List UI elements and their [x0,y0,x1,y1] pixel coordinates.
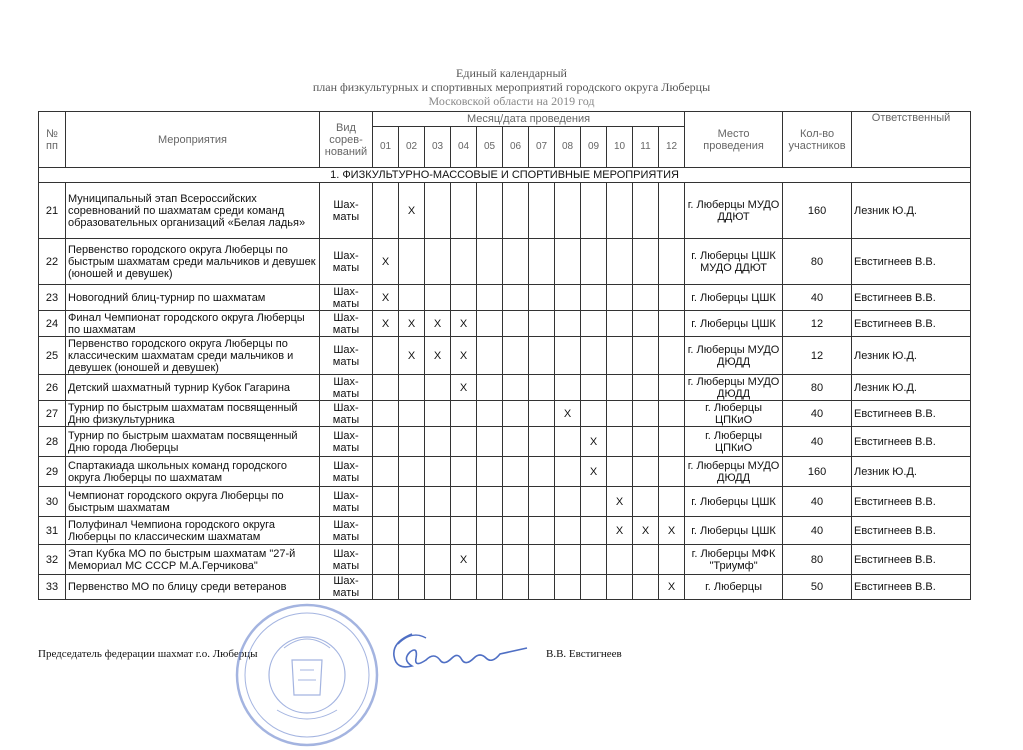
month-mark [607,375,633,401]
row-number: 33 [39,575,66,600]
document-title [0,66,1023,108]
month-mark [555,517,581,545]
month-mark [399,401,425,427]
row-number: 22 [39,239,66,285]
title-line-2: план физкультурных и спортивных мероприятий городского округа Люберцы [312,80,711,94]
event-name: Турнир по быстрым шахматам посвященный Дню города Люберцы [66,427,320,457]
month-mark [503,487,529,517]
month-mark [607,401,633,427]
participant-count: 80 [783,239,852,285]
responsible-person: Лезник Ю.Д. [852,183,971,239]
month-mark [451,401,477,427]
event-name: Первенство МО по блицу среди ветеранов [66,575,320,600]
month-mark [607,457,633,487]
month-mark [555,545,581,575]
month-header-10: 10 [607,127,633,168]
event-kind: Шах-маты [320,375,373,401]
event-name: Первенство городского округа Люберцы по классическим шахматам среди мальчиков и девушек (юношей и девушек) [66,337,320,375]
stamp-seal-icon [232,600,382,750]
event-kind: Шах-маты [320,487,373,517]
month-mark [581,517,607,545]
participant-count: 80 [783,375,852,401]
responsible-person: Евстигнеев В.В. [852,401,971,427]
responsible-person: Евстигнеев В.В. [852,285,971,311]
month-mark [451,487,477,517]
row-number: 32 [39,545,66,575]
month-mark [581,575,607,600]
month-mark [503,239,529,285]
participant-count: 80 [783,545,852,575]
month-mark [373,517,399,545]
header-months-group: Месяц/дата проведения [373,112,685,127]
month-mark [477,375,503,401]
month-mark [425,427,451,457]
month-mark: X [399,311,425,337]
month-mark [425,545,451,575]
month-mark [399,517,425,545]
month-mark [607,183,633,239]
month-header-05: 05 [477,127,503,168]
month-mark [503,517,529,545]
month-mark [373,183,399,239]
month-mark [607,239,633,285]
month-mark [659,545,685,575]
month-mark [503,285,529,311]
responsible-person: Евстигнеев В.В. [852,575,971,600]
table-row [39,517,971,545]
event-name: Этап Кубка МО по быстрым шахматам "27-й Мемориал МС СССР М.А.Герчикова" [66,545,320,575]
row-number: 21 [39,183,66,239]
event-place: г. Люберцы МФК "Триумф" [685,545,783,575]
month-header-07: 07 [529,127,555,168]
month-mark: X [659,575,685,600]
month-mark [633,545,659,575]
month-header-03: 03 [425,127,451,168]
month-mark [555,487,581,517]
event-place: г. Люберцы МУДО ДЮДД [685,457,783,487]
month-mark [503,337,529,375]
participant-count: 40 [783,427,852,457]
event-kind: Шах-маты [320,337,373,375]
participant-count: 12 [783,311,852,337]
month-mark: X [425,311,451,337]
header-event: Мероприятия [66,112,320,168]
month-mark [425,457,451,487]
month-mark [529,575,555,600]
month-mark [373,427,399,457]
event-place: г. Люберцы ЦШК [685,517,783,545]
event-kind: Шах-маты [320,239,373,285]
month-mark [477,545,503,575]
month-mark [477,311,503,337]
month-mark [373,575,399,600]
month-mark [581,239,607,285]
month-mark [503,545,529,575]
responsible-person: Евстигнеев В.В. [852,545,971,575]
event-place: г. Люберцы ЦШК [685,311,783,337]
month-mark [659,183,685,239]
month-mark [555,337,581,375]
month-mark [555,285,581,311]
event-place: г. Люберцы ЦПКиО [685,427,783,457]
month-mark [529,401,555,427]
month-mark [581,285,607,311]
month-mark [477,487,503,517]
responsible-person: Евстигнеев В.В. [852,487,971,517]
month-mark [555,375,581,401]
month-mark [399,239,425,285]
event-place: г. Люберцы МУДО ДДЮТ [685,183,783,239]
row-number: 23 [39,285,66,311]
month-mark [581,311,607,337]
event-kind: Шах-маты [320,311,373,337]
event-name: Новогодний блиц-турнир по шахматам [66,285,320,311]
month-mark [477,517,503,545]
month-mark [607,575,633,600]
month-mark [477,427,503,457]
month-mark [581,375,607,401]
month-mark [399,545,425,575]
participant-count: 40 [783,517,852,545]
event-place: г. Люберцы [685,575,783,600]
month-mark: X [451,311,477,337]
month-mark: X [607,487,633,517]
month-mark [633,457,659,487]
event-place: г. Люберцы МУДО ДЮДД [685,337,783,375]
events-table [38,111,971,600]
title-line-3: Московской области на 2019 год [428,94,595,108]
month-mark [633,427,659,457]
participant-count: 50 [783,575,852,600]
month-mark [529,337,555,375]
month-mark [477,239,503,285]
header-responsible: Ответственный [852,112,971,168]
table-row [39,183,971,239]
event-place: г. Люберцы МУДО ДЮДД [685,375,783,401]
table-row [39,285,971,311]
month-mark [659,401,685,427]
month-mark [399,487,425,517]
responsible-person: Лезник Ю.Д. [852,457,971,487]
participant-count: 40 [783,401,852,427]
month-mark [373,401,399,427]
footer-position: Председатель федерации шахмат г.о. Люберцы [38,648,258,660]
responsible-person: Евстигнеев В.В. [852,517,971,545]
row-number: 24 [39,311,66,337]
month-mark [477,457,503,487]
month-mark: X [373,311,399,337]
header-kind: Вид сорев-нований [320,112,373,168]
month-mark [373,457,399,487]
month-mark [503,311,529,337]
month-mark [581,183,607,239]
row-number: 30 [39,487,66,517]
month-mark [529,375,555,401]
row-number: 29 [39,457,66,487]
event-kind: Шах-маты [320,517,373,545]
month-mark [529,427,555,457]
month-mark [373,375,399,401]
month-mark [503,183,529,239]
month-mark: X [399,183,425,239]
month-mark [555,575,581,600]
month-mark [555,311,581,337]
month-header-12: 12 [659,127,685,168]
responsible-person: Евстигнеев В.В. [852,311,971,337]
month-mark [633,183,659,239]
event-place: г. Люберцы ЦШК [685,487,783,517]
event-kind: Шах-маты [320,427,373,457]
event-place: г. Люберцы ЦПКиО [685,401,783,427]
participant-count: 40 [783,487,852,517]
row-number: 26 [39,375,66,401]
table-row [39,311,971,337]
event-kind: Шах-маты [320,457,373,487]
month-mark [477,183,503,239]
month-header-09: 09 [581,127,607,168]
table-row [39,401,971,427]
table-body [39,168,971,600]
month-mark [581,337,607,375]
month-mark [529,457,555,487]
month-mark: X [607,517,633,545]
month-mark [425,285,451,311]
event-place: г. Люберцы ЦШК МУДО ДДЮТ [685,239,783,285]
month-mark [633,375,659,401]
month-header-06: 06 [503,127,529,168]
month-mark [581,401,607,427]
month-header-02: 02 [399,127,425,168]
month-mark [399,457,425,487]
month-mark: X [451,375,477,401]
month-mark [529,487,555,517]
participant-count: 160 [783,457,852,487]
month-mark [451,517,477,545]
header-num: № пп [39,112,66,168]
event-name: Полуфинал Чемпиона городского округа Люберцы по классическим шахматам [66,517,320,545]
month-mark [477,285,503,311]
month-mark [659,285,685,311]
month-mark [555,239,581,285]
event-name: Детский шахматный турнир Кубок Гагарина [66,375,320,401]
event-name: Муниципальный этап Всероссийских соревнований по шахматам среди команд образовательных организаций «Белая ладья» [66,183,320,239]
event-place: г. Люберцы ЦШК [685,285,783,311]
row-number: 28 [39,427,66,457]
month-mark [633,311,659,337]
footer-name: В.В. Евстигнеев [546,648,622,660]
month-mark: X [373,239,399,285]
month-mark [425,517,451,545]
month-mark: X [399,337,425,375]
section-title: 1. ФИЗКУЛЬТУРНО-МАССОВЫЕ И СПОРТИВНЫЕ МЕРОПРИЯТИЯ [39,168,971,183]
event-name: Спартакиада школьных команд городского округа Люберцы по шахматам [66,457,320,487]
month-header-08: 08 [555,127,581,168]
month-mark [659,487,685,517]
month-mark: X [581,427,607,457]
month-mark: X [581,457,607,487]
table-row [39,427,971,457]
month-mark [607,337,633,375]
month-mark [503,427,529,457]
month-mark [477,401,503,427]
month-mark [529,545,555,575]
month-mark [659,427,685,457]
month-mark [399,285,425,311]
month-mark [529,183,555,239]
event-kind: Шах-маты [320,545,373,575]
month-mark [659,375,685,401]
event-kind: Шах-маты [320,575,373,600]
section-row [39,168,971,183]
month-mark [529,239,555,285]
participant-count: 160 [783,183,852,239]
month-mark [451,285,477,311]
month-mark: X [373,285,399,311]
month-mark [451,183,477,239]
month-mark [581,545,607,575]
month-mark [503,375,529,401]
table-row [39,239,971,285]
month-mark [659,337,685,375]
responsible-person: Лезник Ю.Д. [852,375,971,401]
month-mark [529,285,555,311]
header-place: Место проведения [685,112,783,168]
month-mark: X [633,517,659,545]
month-mark [555,457,581,487]
event-name: Финал Чемпионат городского округа Люберцы по шахматам [66,311,320,337]
table-row [39,457,971,487]
event-kind: Шах-маты [320,285,373,311]
month-mark [529,517,555,545]
responsible-person: Лезник Ю.Д. [852,337,971,375]
month-mark [659,239,685,285]
participant-count: 12 [783,337,852,375]
table-row [39,337,971,375]
month-mark [633,239,659,285]
month-mark [503,457,529,487]
month-mark: X [425,337,451,375]
month-mark [607,285,633,311]
event-name: Турнир по быстрым шахматам посвященный Дню физкультурника [66,401,320,427]
event-kind: Шах-маты [320,401,373,427]
responsible-person: Евстигнеев В.В. [852,427,971,457]
month-mark [373,337,399,375]
month-header-11: 11 [633,127,659,168]
month-mark [425,239,451,285]
row-number: 27 [39,401,66,427]
signature-icon [382,624,532,684]
table-row [39,375,971,401]
month-mark [581,487,607,517]
table-row [39,575,971,600]
table-row [39,487,971,517]
month-mark [477,337,503,375]
month-mark: X [659,517,685,545]
participant-count: 40 [783,285,852,311]
month-mark [425,401,451,427]
month-mark [633,401,659,427]
month-mark [425,183,451,239]
row-number: 31 [39,517,66,545]
month-mark [477,575,503,600]
month-mark [451,575,477,600]
month-mark [503,575,529,600]
month-header-04: 04 [451,127,477,168]
month-mark [399,375,425,401]
month-mark [633,285,659,311]
month-mark: X [555,401,581,427]
month-mark [659,457,685,487]
month-mark [373,487,399,517]
month-mark [425,575,451,600]
event-name: Первенство городского округа Люберцы по быстрым шахматам среди мальчиков и девушек (юношей и девушек) [66,239,320,285]
month-mark [425,487,451,517]
month-mark: X [451,337,477,375]
month-mark [451,457,477,487]
header-count: Кол-во участников [783,112,852,168]
month-header-01: 01 [373,127,399,168]
responsible-person: Евстигнеев В.В. [852,239,971,285]
title-line-1: Единый календарный [456,66,567,80]
month-mark [399,427,425,457]
month-mark [451,427,477,457]
month-mark [555,183,581,239]
month-mark [633,337,659,375]
month-mark [503,401,529,427]
row-number: 25 [39,337,66,375]
month-mark [451,239,477,285]
month-mark [425,375,451,401]
month-mark [633,575,659,600]
month-mark [633,487,659,517]
month-mark [607,545,633,575]
month-mark [373,545,399,575]
month-mark: X [451,545,477,575]
month-mark [555,427,581,457]
event-name: Чемпионат городского округа Люберцы по быстрым шахматам [66,487,320,517]
month-mark [529,311,555,337]
table-row [39,545,971,575]
month-mark [607,311,633,337]
month-mark [659,311,685,337]
month-mark [607,427,633,457]
month-mark [399,575,425,600]
event-kind: Шах-маты [320,183,373,239]
